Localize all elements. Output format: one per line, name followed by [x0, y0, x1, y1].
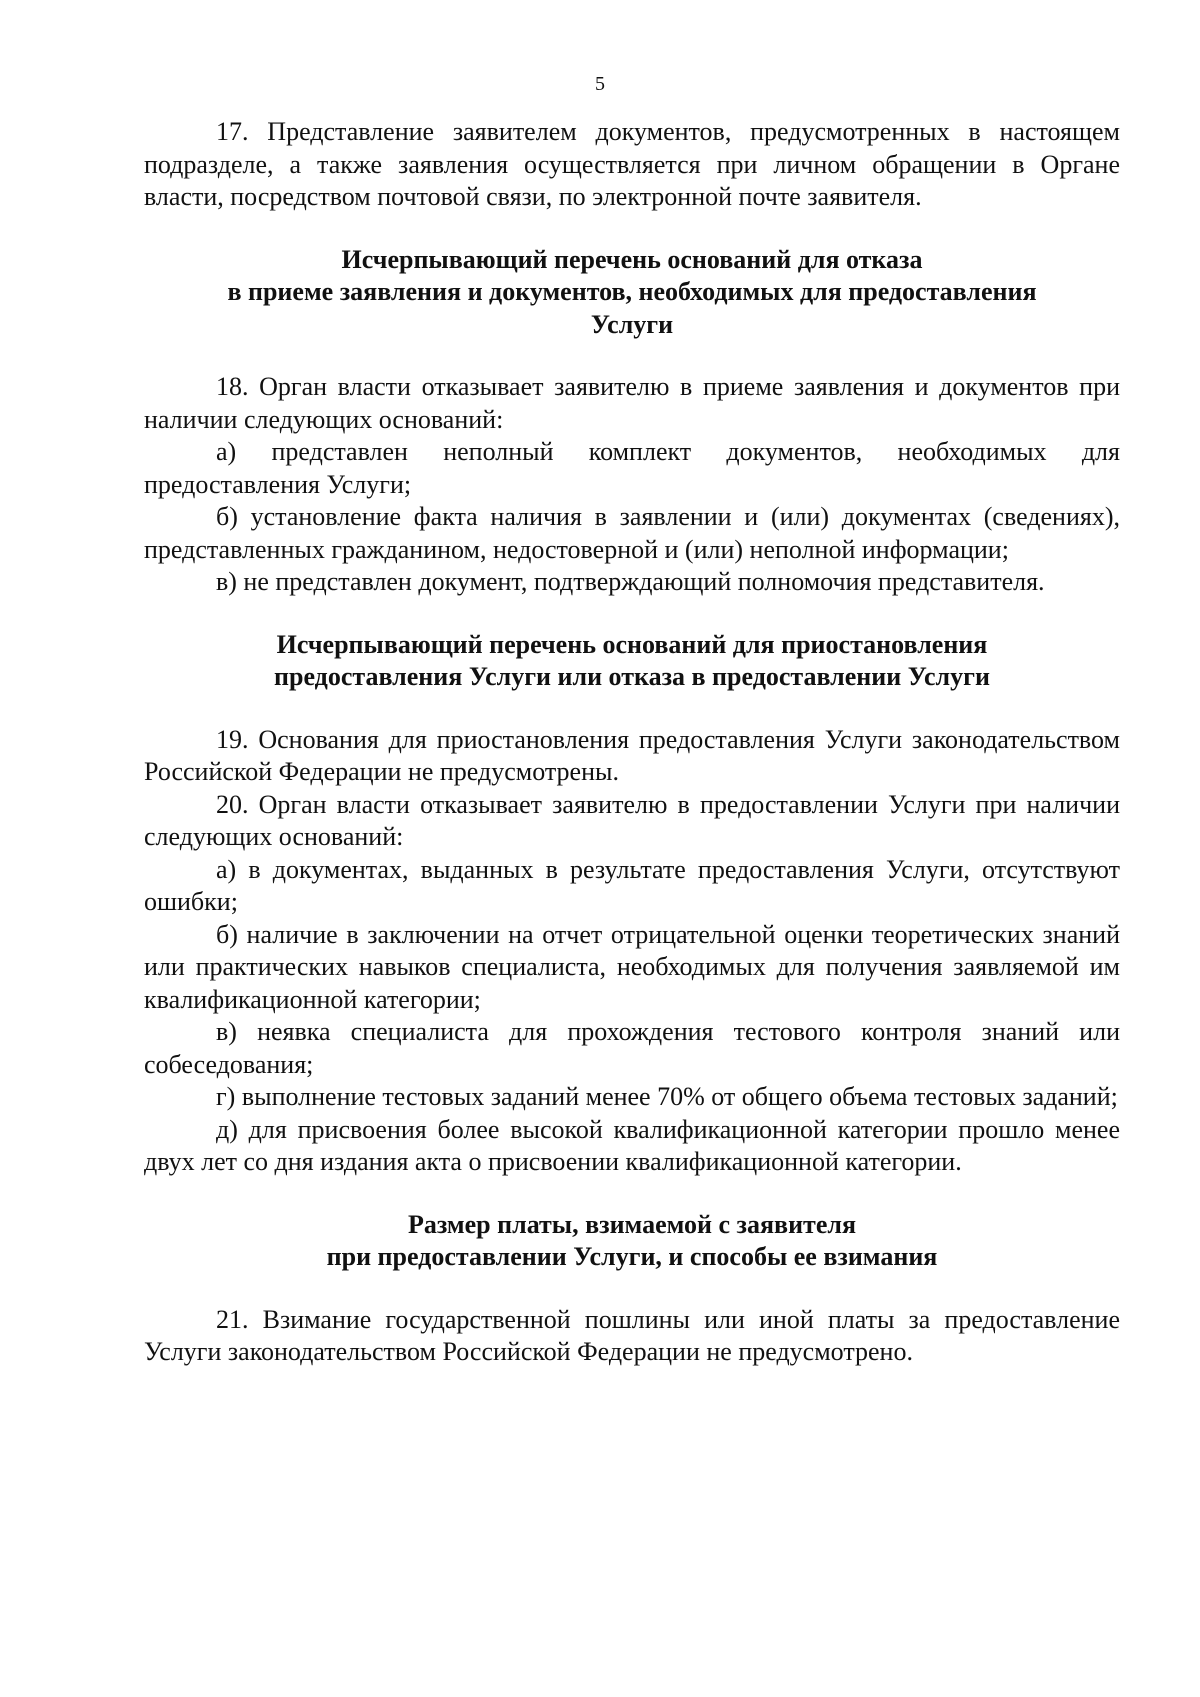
paragraph-21: 21. Взимание государственной пошлины или иной платы за предоставление Услуги законодательством Российской Федерации не предусмотрено. — [144, 1304, 1120, 1366]
document-body — [144, 116, 1120, 1369]
heading-line: Размер платы, взимаемой с заявителя — [407, 1209, 857, 1239]
heading-line: Услуги — [590, 309, 674, 339]
paragraph-18-item-a: а) представлен неполный комплект документов, необходимых для предоставления Услуги; — [144, 437, 1120, 499]
heading-suspension-refusal — [144, 629, 1120, 694]
paragraph-20-item-v: в) неявка специалиста для прохождения тестового контроля знаний или собеседования; — [144, 1017, 1120, 1079]
paragraph-20-item-a: а) в документах, выданных в результате предоставления Услуги, отсутствуют ошибки; — [144, 854, 1120, 916]
page-number: 5 — [595, 73, 605, 95]
heading-line: Исчерпывающий перечень оснований для отказа — [341, 244, 923, 274]
paragraph-19: 19. Основания для приостановления предоставления Услуги законодательством Российской Федерации не предусмотрены. — [144, 724, 1120, 786]
paragraph-20-item-d: д) для присвоения более высокой квалификационной категории прошло менее двух лет со дня издания акта о присвоении квалификационной категории. — [144, 1114, 1120, 1176]
paragraph-20-item-g: г) выполнение тестовых заданий менее 70% от общего объема тестовых заданий; — [216, 1082, 1118, 1111]
paragraph-18-item-v: в) не представлен документ, подтверждающий полномочия представителя. — [216, 567, 1045, 596]
heading-line: в приеме заявления и документов, необходимых для предоставления — [227, 277, 1037, 306]
paragraph-20-intro: 20. Орган власти отказывает заявителю в предоставлении Услуги при наличии следующих оснований: — [144, 789, 1120, 851]
heading-fee — [144, 1209, 1120, 1274]
heading-refusal-acceptance — [144, 244, 1120, 342]
paragraph-17: 17. Представление заявителем документов, предусмотренных в настоящем подразделе, а также заявления осуществляется при личном обращении в Органе власти, посредством почтовой связи, по электронной почте заявителя. — [144, 117, 1120, 211]
heading-line: Исчерпывающий перечень оснований для приостановления — [276, 629, 988, 659]
heading-line: предоставления Услуги или отказа в предоставлении Услуги — [274, 662, 990, 691]
paragraph-18-item-b: б) установление факта наличия в заявлении и (или) документах (сведениях), представленных гражданином, недостоверной и (или) неполной информации; — [144, 502, 1120, 564]
paragraph-20-item-b: б) наличие в заключении на отчет отрицательной оценки теоретических знаний или практических навыков специалиста, необходимых для получения заявляемой им квалификационной категории; — [144, 919, 1120, 1014]
paragraph-18-intro: 18. Орган власти отказывает заявителю в приеме заявления и документов при наличии следующих оснований: — [144, 372, 1120, 434]
heading-line: при предоставлении Услуги, и способы ее взимания — [326, 1242, 938, 1271]
